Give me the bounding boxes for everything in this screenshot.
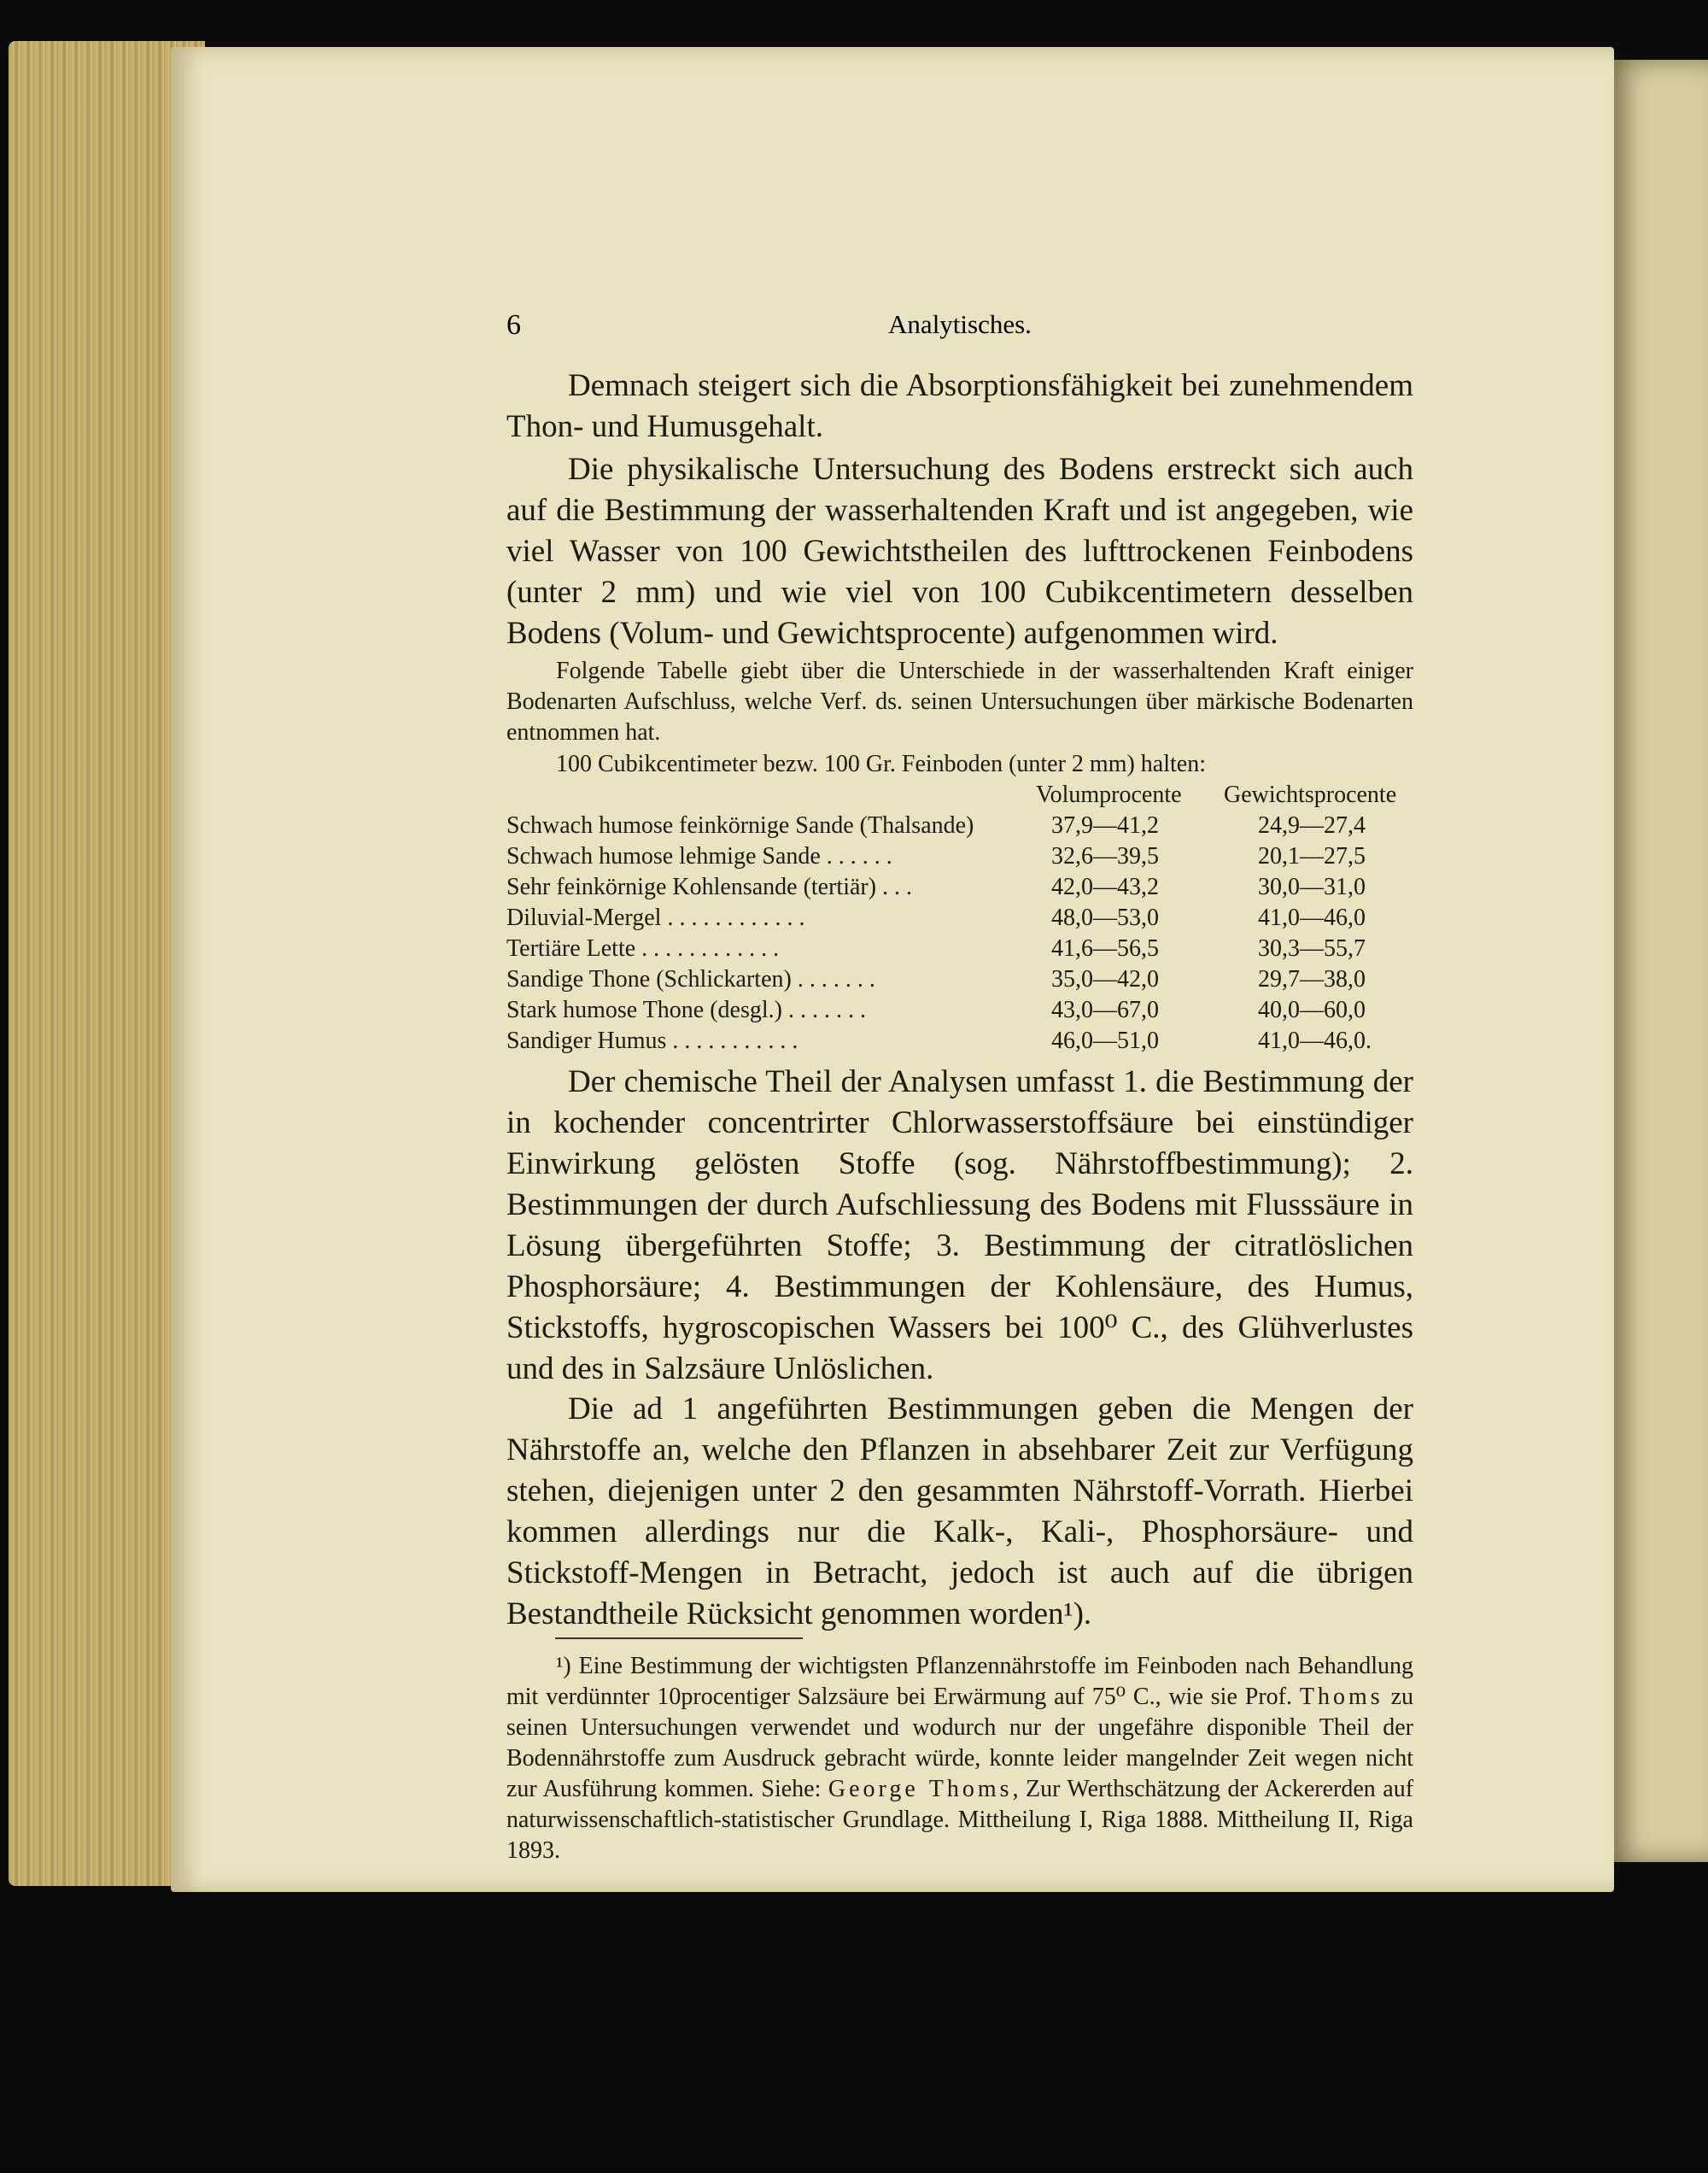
running-title: Analytisches. [888,309,1032,339]
row-volume-percent: 41,6—56,5 [1051,935,1159,962]
table-intro: Folgende Tabelle giebt über die Unterschiede in der wasserhaltenden Kraft einiger Bodenarten Aufschluss, welche Verf. ds. seinen Untersuchungen über märkische Bodenarten entnommen hat. [506,658,1413,746]
running-header [506,309,1413,347]
row-weight-percent: 29,7—38,0 [1258,966,1366,993]
table-row [506,905,1413,935]
row-weight-percent: 41,0—46,0. [1258,1028,1372,1054]
row-soil-type: Schwach humose lehmige Sande . . . . . . [506,843,892,870]
footnote-text-1: ¹) Eine Bestimmung der wichtigsten Pflanzennährstoffe im Feinboden nach Behandlung mit verdünnter 10procentiger Salzsäure bei Erwärmung auf 75⁰ C., wie sie Prof. [506,1653,1413,1710]
row-soil-type: Stark humose Thone (desgl.) . . . . . . . [506,997,866,1023]
row-soil-type: Sandige Thone (Schlickarten) . . . . . . . [506,966,875,993]
row-weight-percent: 40,0—60,0 [1258,997,1366,1023]
row-weight-percent: 20,1—27,5 [1258,843,1366,870]
row-volume-percent: 46,0—51,0 [1051,1028,1159,1054]
table-row [506,1028,1413,1058]
table-header-row [506,782,1413,812]
footnote-name-george-thoms: George Thoms [828,1776,1013,1802]
footnote-text-3: , Zur Werthschätzung der Ackererden auf naturwissenschaftlich-statistischer Grundlage. Mittheilung I, Riga 1888. Mittheilung II, Riga 1893. [506,1776,1414,1864]
row-soil-type: Sehr feinkörnige Kohlensande (tertiär) . . . [506,874,913,900]
row-weight-percent: 30,0—31,0 [1258,874,1366,900]
table-row [506,874,1413,905]
row-weight-percent: 41,0—46,0 [1258,905,1366,931]
table-row [506,935,1413,966]
page-number: 6 [506,309,521,341]
water-capacity-table [506,782,1413,1058]
facing-page-edge [1607,60,1708,1862]
row-soil-type: Schwach humose feinkörnige Sande (Thalsande) [506,812,974,839]
table-row [506,966,1413,997]
row-volume-percent: 32,6—39,5 [1051,843,1159,870]
row-soil-type: Sandiger Humus . . . . . . . . . . . [506,1028,798,1054]
footnote-name-thoms: Thoms [1299,1684,1383,1710]
footnote [506,1651,1413,1866]
row-volume-percent: 35,0—42,0 [1051,966,1159,993]
row-volume-percent: 42,0—43,2 [1051,874,1159,900]
paragraph-absorption: Demnach steigert sich die Absorptionsfähigkeit bei zunehmendem Thon- und Humusgehalt. [506,368,1413,444]
footnote-text-2: zu seinen Untersuchungen verwendet und wodurch nur der ungefähre disponible Theil der Bodennährstoffe zum Ausdruck gebracht würde, konnte leider mangelnder Zeit wegen nicht zur Ausführung kommen. Siehe: [506,1684,1414,1802]
row-volume-percent: 37,9—41,2 [1051,812,1159,839]
footnote-rule [555,1637,803,1639]
column-header-weight: Gewichtsprocente [1224,782,1397,808]
paragraph-physical: Die physikalische Untersuchung des Bodens erstreckt sich auch auf die Bestimmung der wasserhaltenden Kraft und ist angegeben, wie viel Wasser von 100 Gewichtstheilen des lufttrockenen Feinbodens (unter 2 mm) und wie viel von 100 Cubikcentimetern desselben Bodens (Volum- und Gewichtsprocente) aufgenommen wird. [506,452,1413,651]
row-volume-percent: 43,0—67,0 [1051,997,1159,1023]
paragraph-chemical: Der chemische Theil der Analysen umfasst 1. die Bestimmung der in kochender concentrirter Chlorwasserstoffsäure bei einstündiger Einwirkung gelösten Stoffe (sog. Nährstoffbestimmung); 2. Bestimmungen der durch Aufschliessung des Bodens mit Flusssäure in Lösung übergeführten Stoffe; 3. Bestimmung der citratlöslichen Phosphorsäure; 4. Bestimmungen der Kohlensäure, des Humus, Stickstoffs, hygroscopischen Wassers bei 100⁰ C., des Glühverlustes und des in Salzsäure Unlöslichen. [506,1064,1413,1386]
row-weight-percent: 30,3—55,7 [1258,935,1366,962]
table-row [506,812,1413,843]
table-row [506,997,1413,1028]
row-soil-type: Diluvial-Mergel . . . . . . . . . . . . [506,905,805,931]
column-header-volume: Volumprocente [1036,782,1182,808]
row-soil-type: Tertiäre Lette . . . . . . . . . . . . [506,935,780,962]
row-weight-percent: 24,9—27,4 [1258,812,1366,839]
paragraph-nutrients: Die ad 1 angeführten Bestimmungen geben die Mengen der Nährstoffe an, welche den Pflanzen in absehbarer Zeit zur Verfügung stehen, diejenigen unter 2 den gesammten Nährstoff-Vorrath. Hierbei kommen allerdings nur die Kalk-, Kali-, Phosphorsäure- und Stickstoff-Mengen in Betracht, jedoch ist auch auf die übrigen Bestandtheile Rücksicht genommen worden¹). [506,1391,1413,1631]
table-row [506,843,1413,874]
table-caption: 100 Cubikcentimeter bezw. 100 Gr. Feinboden (unter 2 mm) halten: [556,751,1207,777]
row-volume-percent: 48,0—53,0 [1051,905,1159,931]
